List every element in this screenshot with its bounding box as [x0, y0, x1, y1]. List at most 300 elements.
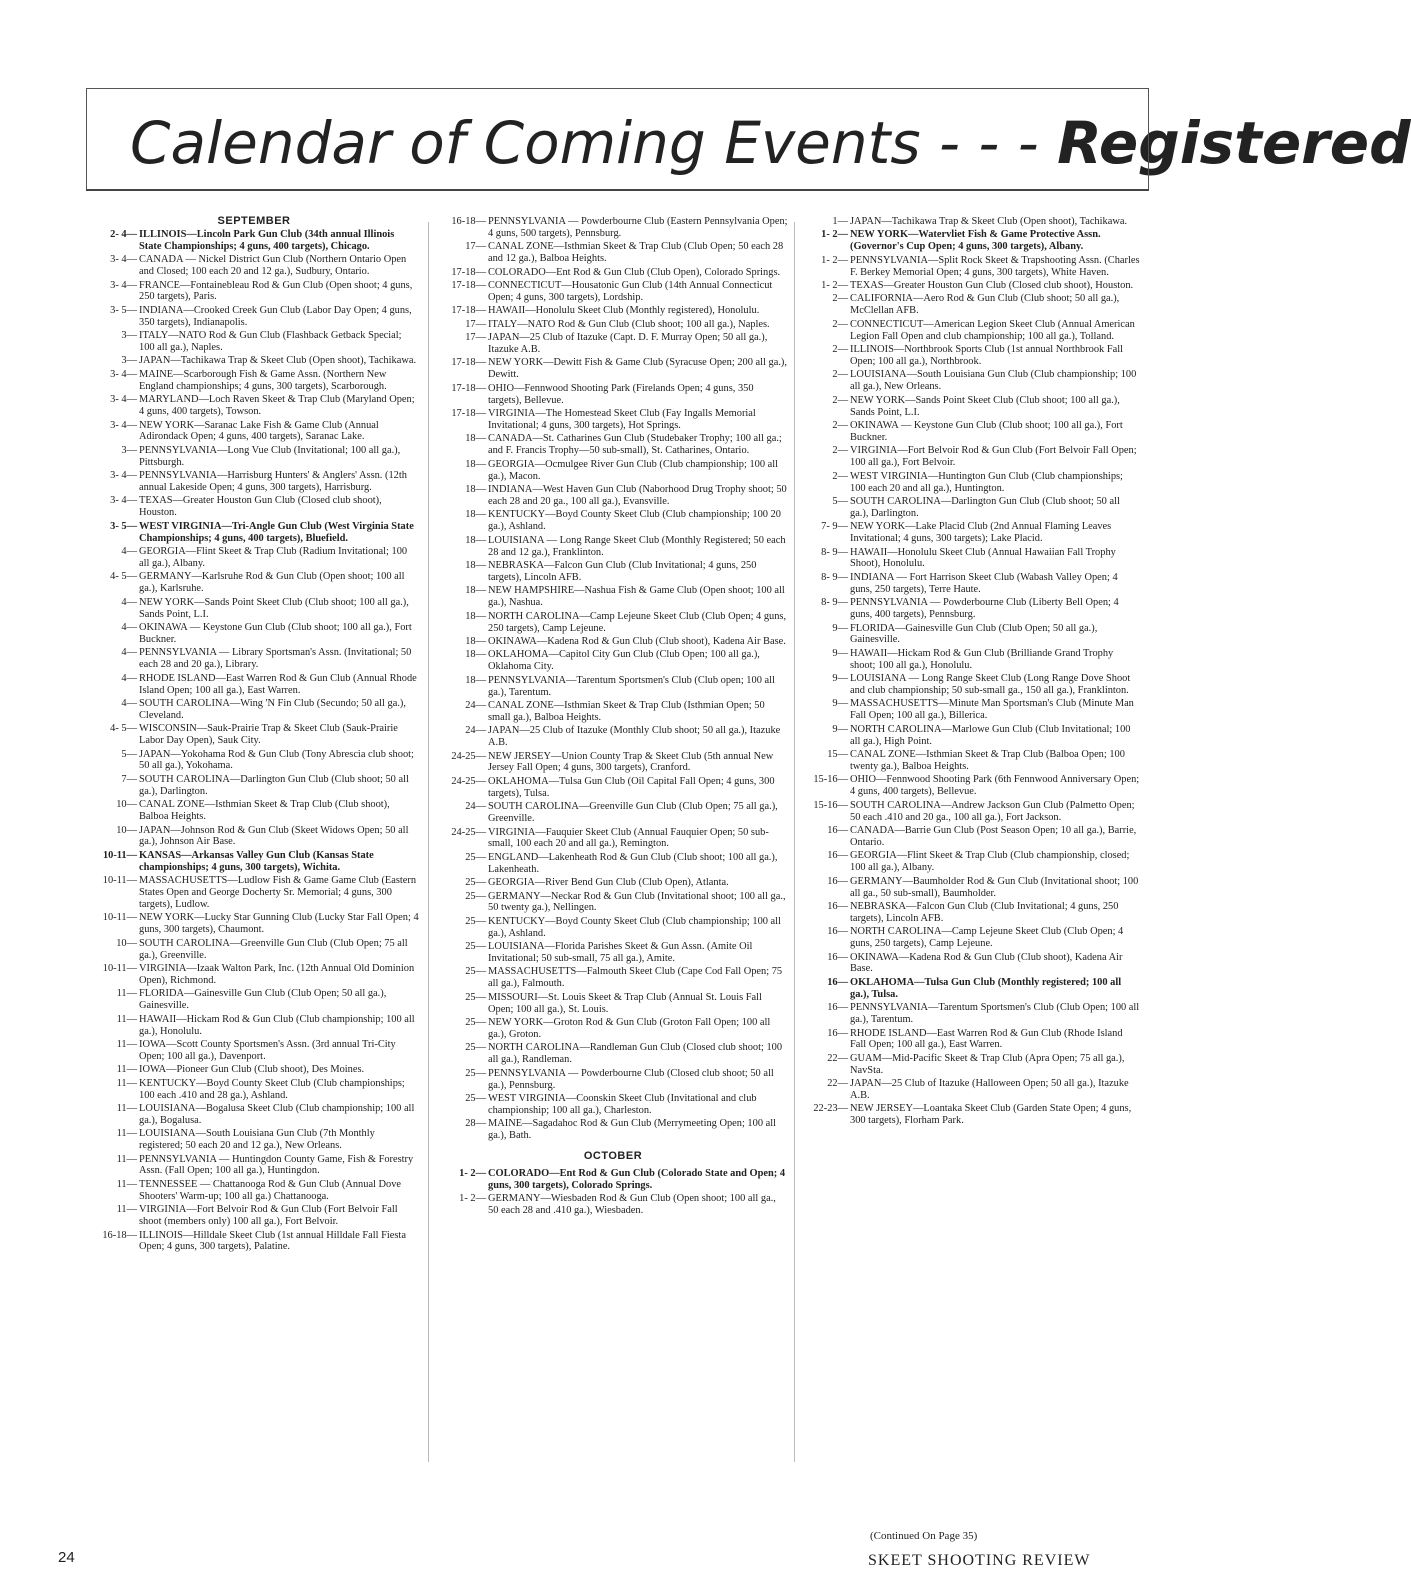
event-entry	[438, 305, 788, 317]
event-date: 3- 4—	[110, 419, 137, 431]
event-entry	[89, 571, 419, 595]
event-date: 25—	[465, 851, 486, 863]
event-entry	[438, 751, 788, 775]
event-entry	[800, 496, 1140, 520]
event-entry	[89, 546, 419, 570]
event-entry	[89, 1179, 419, 1203]
event-entry	[438, 966, 788, 990]
event-entry	[800, 774, 1140, 798]
event-entry	[438, 509, 788, 533]
event-entry	[89, 1154, 419, 1178]
event-text: NEW JERSEY—Union County Trap & Skeet Club (5th annual New Jersey Fall Open; 4 guns, 300 targets), Cranford.	[488, 750, 774, 774]
event-entry	[438, 941, 788, 965]
event-entry	[438, 611, 788, 635]
event-entry	[800, 471, 1140, 495]
event-date: 1- 2—	[821, 280, 848, 292]
event-text: PENNSYLVANIA — Powderbourne Club (Eastern Pennsylvania Open; 4 guns, 500 targets), Pennsburg.	[488, 216, 788, 239]
event-entry	[438, 484, 788, 508]
event-text: COLORADO—Ent Rod & Gun Club (Colorado State and Open; 4 guns, 300 targets), Colorado Springs.	[488, 1168, 786, 1191]
event-text: LOUISIANA—Florida Parishes Skeet & Gun Assn. (Amite Oil Invitational; 50 sub-small, 75 all ga.), Amite.	[488, 941, 753, 965]
event-date: 1—	[832, 216, 848, 227]
event-entry	[800, 319, 1140, 343]
event-date: 22—	[827, 1078, 848, 1090]
event-text: NORTH CAROLINA—Marlowe Gun Club (Club Invitational; 100 all ga.), High Point.	[850, 723, 1131, 747]
event-entry	[800, 547, 1140, 571]
event-text: ILLINOIS—Northbrook Sports Club (1st annual Northbrook Fall Open; 100 all ga.), Northbrook.	[850, 344, 1124, 367]
event-date: 18—	[465, 610, 486, 622]
event-entry	[438, 776, 788, 800]
event-entry	[89, 875, 419, 911]
event-entry	[800, 673, 1140, 697]
event-date: 1- 2—	[459, 1168, 486, 1180]
event-entry	[800, 1078, 1140, 1102]
event-text: IOWA—Pioneer Gun Club (Club shoot), Des Moines.	[139, 1064, 365, 1076]
event-entry	[438, 357, 788, 381]
event-text: CONNECTICUT—Housatonic Gun Club (14th Annual Connecticut Open; 4 guns, 300 targets), Lordship.	[488, 280, 773, 303]
event-text: SOUTH CAROLINA—Greenville Gun Club (Club Open; 75 all ga.), Greenville.	[139, 937, 408, 961]
events-column-1	[89, 216, 419, 1255]
event-entry	[438, 433, 788, 457]
event-entry	[438, 801, 788, 825]
event-date: 10-11—	[102, 912, 137, 924]
event-text: OHIO—Fennwood Shooting Park (Firelands Open; 4 guns, 350 targets), Bellevue.	[488, 382, 754, 406]
event-entry	[800, 724, 1140, 748]
event-date: 1- 2—	[821, 254, 848, 266]
event-date: 4—	[121, 647, 137, 659]
event-text: JAPAN—Tachikawa Trap & Skeet Club (Open shoot), Tachikawa.	[139, 355, 417, 367]
event-text: LOUISIANA — Long Range Skeet Club (Long Range Dove Shoot and club championship; 50 sub-small ga., 150 all ga.), Franklinton.	[850, 673, 1131, 697]
event-text: TEXAS—Greater Houston Gun Club (Closed club shoot), Houston.	[850, 280, 1134, 292]
event-text: SOUTH CAROLINA—Darlington Gun Club (Club shoot; 50 all ga.), Darlington.	[139, 773, 409, 797]
event-entry	[89, 698, 419, 722]
event-text: SOUTH CAROLINA—Andrew Jackson Gun Club (Palmetto Open; 50 each .410 and 20 ga., 100 all ga.), Fort Jackson.	[850, 799, 1135, 823]
event-text: PENNSYLVANIA — Library Sportsman's Assn. (Invitational; 50 each 28 and 20 ga.), Library.	[139, 647, 412, 671]
event-text: PENNSYLVANIA — Powderbourne Club (Closed club shoot; 50 all ga.), Pennsburg.	[488, 1067, 774, 1091]
event-text: JAPAN—25 Club of Itazuke (Halloween Open; 50 all ga.), Itazuke A.B.	[850, 1078, 1129, 1102]
event-text: GEORGIA—Flint Skeet & Trap Club (Club championship, closed; 100 all ga.), Albany.	[850, 850, 1130, 874]
event-text: CANADA — Nickel District Gun Club (Northern Ontario Open and Closed; 100 each 20 and 12 ga.), Sudbury, Ontario.	[139, 254, 407, 278]
event-entry	[89, 254, 419, 278]
event-date: 16-18—	[451, 216, 486, 227]
event-entry	[800, 521, 1140, 545]
event-date: 7—	[121, 773, 137, 785]
event-text: OKINAWA—Kadena Rod & Gun Club (Club shoot), Kadena Air Base.	[850, 951, 1123, 975]
event-entry	[800, 952, 1140, 976]
event-entry	[438, 636, 788, 648]
event-text: VIRGINIA—Fort Belvoir Rod & Gun Club (Fort Belvoir Fall Open; 100 all ga.), Fort Belvoir.	[850, 445, 1137, 469]
event-text: NEW YORK—Lucky Star Gunning Club (Lucky Star Fall Open; 4 guns, 300 targets), Chaumont.	[139, 912, 419, 936]
event-date: 25—	[465, 991, 486, 1003]
event-text: ENGLAND—Lakenheath Rod & Gun Club (Club shoot; 100 all ga.), Lakenheath.	[488, 851, 778, 875]
event-text: PENNSYLVANIA — Powderbourne Club (Liberty Bell Open; 4 guns, 400 targets), Pennsburg.	[850, 597, 1119, 621]
event-date: 2—	[832, 293, 848, 305]
event-text: JAPAN—Tachikawa Trap & Skeet Club (Open shoot), Tachikawa.	[850, 216, 1128, 227]
event-text: NEBRASKA—Falcon Gun Club (Club Invitational; 4 guns, 250 targets), Lincoln AFB.	[850, 900, 1119, 924]
event-date: 4- 5—	[110, 571, 137, 583]
event-date: 18—	[465, 484, 486, 496]
event-text: KENTUCKY—Boyd County Skeet Club (Club championships; 100 each .410 and 28 ga.), Ashland.	[139, 1077, 405, 1101]
event-text: NEW YORK—Sands Point Skeet Club (Club shoot; 100 all ga.), Sands Point, L.I.	[139, 596, 409, 620]
event-date: 9—	[832, 622, 848, 634]
event-text: INDIANA — Fort Harrison Skeet Club (Wabash Valley Open; 4 guns, 250 targets), Terre Haute.	[850, 571, 1118, 595]
event-text: CANAL ZONE—Isthmian Skeet & Trap Club (Isthmian Open; 50 small ga.), Balboa Heights.	[488, 699, 765, 723]
event-text: ILLINOIS—Lincoln Park Gun Club (34th annual Illinois State Championships; 4 guns, 400 targets), Chicago.	[139, 228, 395, 252]
event-date: 9—	[832, 673, 848, 685]
event-text: MAINE—Scarborough Fish & Game Assn. (Northern New England championships; 4 guns, 300 targets), Scarborough.	[139, 368, 387, 392]
page-header	[86, 88, 1411, 191]
event-date: 17-18—	[451, 266, 486, 278]
event-entry	[89, 445, 419, 469]
event-date: 4—	[121, 672, 137, 684]
event-text: OKLAHOMA—Tulsa Gun Club (Monthly registered; 100 all ga.), Tulsa.	[850, 976, 1122, 1000]
event-text: VIRGINIA—Izaak Walton Park, Inc. (12th Annual Old Dominion Open), Richmond.	[139, 962, 415, 986]
event-text: CANAL ZONE—Isthmian Skeet & Trap Club (Club Open; 50 each 28 and 12 ga.), Balboa Heights.	[488, 241, 784, 265]
event-text: NEW YORK—Sands Point Skeet Club (Club shoot; 100 all ga.), Sands Point, L.I.	[850, 394, 1120, 418]
event-entry	[438, 891, 788, 915]
event-text: NEW YORK—Saranac Lake Fish & Game Club (Annual Adirondack Open; 4 guns, 400 targets), Saranac Lake.	[139, 419, 379, 443]
event-text: NORTH CAROLINA—Camp Lejeune Skeet Club (Club Open; 4 guns, 250 targets), Camp Lejeune.	[488, 610, 787, 634]
event-text: ILLINOIS—Hilldale Skeet Club (1st annual Hilldale Fall Fiesta Open; 4 guns, 300 targets), Palatine.	[139, 1229, 406, 1253]
event-entry	[800, 698, 1140, 722]
event-entry	[89, 470, 419, 494]
event-entry	[89, 1128, 419, 1152]
event-entry	[89, 1014, 419, 1038]
event-date: 2—	[832, 369, 848, 381]
event-date: 16—	[827, 825, 848, 836]
event-entry	[438, 992, 788, 1016]
event-date: 16—	[827, 951, 848, 963]
event-entry	[89, 305, 419, 329]
event-text: OKLAHOMA—Tulsa Gun Club (Oil Capital Fall Open; 4 guns, 300 targets), Tulsa.	[488, 775, 775, 799]
event-entry	[89, 369, 419, 393]
event-text: GERMANY—Baumholder Rod & Gun Club (Invitational shoot; 100 all ga., 50 sub-small), Baumholder.	[850, 875, 1139, 899]
event-date: 8- 9—	[821, 597, 848, 609]
event-text: PENNSYLVANIA—Harrisburg Hunters' & Anglers' Assn. (12th annual Lakeside Open; 4 guns, 300 targets), Harrisburg.	[139, 470, 407, 494]
event-date: 2- 4—	[110, 228, 137, 240]
event-text: JAPAN—Johnson Rod & Gun Club (Skeet Widows Open; 50 all ga.), Johnson Air Base.	[139, 824, 409, 848]
event-text: SOUTH CAROLINA—Wing 'N Fin Club (Secundo; 50 all ga.), Cleveland.	[139, 697, 406, 721]
event-entry	[438, 700, 788, 724]
event-entry	[800, 901, 1140, 925]
event-date: 2—	[832, 318, 848, 330]
event-entry	[89, 1204, 419, 1228]
event-entry	[800, 216, 1140, 228]
event-date: 24—	[465, 725, 486, 737]
event-date: 4—	[121, 697, 137, 709]
event-date: 9—	[832, 723, 848, 735]
event-text: HAWAII—Honolulu Skeet Club (Annual Hawaiian Fall Trophy Shoot), Honolulu.	[850, 546, 1116, 570]
event-text: PENNSYLVANIA — Huntingdon County Game, Fish & Forestry Assn. (Fall Open; 100 all ga.), Huntingdon.	[139, 1153, 414, 1177]
event-text: MAINE—Sagadahoc Rod & Gun Club (Merrymeeting Open; 100 all ga.), Bath.	[488, 1118, 777, 1142]
event-text: COLORADO—Ent Rod & Gun Club (Club Open), Colorado Springs.	[488, 266, 781, 278]
event-entry	[438, 319, 788, 331]
column-divider	[794, 222, 795, 1462]
event-entry	[438, 725, 788, 749]
event-entry	[89, 988, 419, 1012]
event-text: GEORGIA—Flint Skeet & Trap Club (Radium Invitational; 100 all ga.), Albany.	[139, 546, 408, 569]
page-number: 24	[58, 1549, 75, 1566]
event-entry	[89, 280, 419, 304]
event-text: KANSAS—Arkansas Valley Gun Club (Kansas State championships; 4 guns, 300 targets), Wichita.	[139, 849, 374, 873]
event-entry	[89, 723, 419, 747]
event-date: 11—	[116, 1038, 137, 1050]
event-date: 11—	[116, 1013, 137, 1025]
event-entry	[438, 332, 788, 356]
event-entry	[800, 255, 1140, 279]
event-entry	[800, 800, 1140, 824]
event-date: 24-25—	[451, 750, 486, 762]
event-text: ITALY—NATO Rod & Gun Club (Club shoot; 100 all ga.), Naples.	[488, 318, 770, 330]
event-date: 16—	[827, 850, 848, 862]
event-date: 17—	[465, 332, 486, 344]
event-date: 11—	[116, 988, 137, 1000]
event-date: 16—	[827, 900, 848, 912]
event-text: HAWAII—Hickam Rod & Gun Club (Club championship; 100 all ga.), Honolulu.	[139, 1013, 415, 1037]
event-date: 15—	[827, 749, 848, 761]
event-entry	[800, 1002, 1140, 1026]
event-text: TENNESSEE — Chattanooga Rod & Gun Club (Annual Dove Shooters' Warm-up; 100 all ga.) Chattanooga.	[139, 1178, 402, 1202]
event-entry	[438, 1168, 788, 1192]
event-date: 24—	[465, 801, 486, 813]
event-date: 28—	[465, 1118, 486, 1130]
event-text: WEST VIRGINIA—Tri-Angle Gun Club (West Virginia State Championships; 4 guns, 400 targets), Bluefield.	[139, 520, 414, 544]
event-text: OKINAWA — Keystone Gun Club (Club shoot; 100 all ga.), Fort Buckner.	[139, 622, 412, 645]
event-text: NEW YORK—Dewitt Fish & Game Club (Syracuse Open; 200 all ga.), Dewitt.	[488, 357, 787, 381]
event-date: 11—	[116, 1102, 137, 1114]
event-entry	[89, 749, 419, 773]
event-date: 16-18—	[102, 1229, 137, 1241]
event-date: 11—	[116, 1178, 137, 1190]
page-title	[130, 109, 1411, 177]
event-entry	[438, 675, 788, 699]
event-text: GEORGIA—River Bend Gun Club (Club Open), Atlanta.	[488, 877, 729, 889]
event-text: VIRGINIA—Fauquier Skeet Club (Annual Fauquier Open; 50 sub-small, 100 each 20 and all ga.), Remington.	[488, 826, 769, 850]
event-date: 18—	[465, 534, 486, 546]
event-entry	[89, 825, 419, 849]
event-text: ITALY—NATO Rod & Gun Club (Flashback Getback Special; 100 all ga.), Naples.	[139, 330, 402, 354]
event-text: MARYLAND—Loch Raven Skeet & Trap Club (Maryland Open; 4 guns, 400 targets), Towson.	[139, 394, 415, 418]
event-date: 22—	[827, 1052, 848, 1064]
event-date: 15-16—	[813, 774, 848, 786]
event-date: 9—	[832, 647, 848, 659]
event-entry	[438, 916, 788, 940]
event-date: 18—	[465, 674, 486, 686]
event-date: 24-25—	[451, 775, 486, 787]
event-date: 9—	[832, 698, 848, 710]
event-date: 17-18—	[451, 408, 486, 420]
event-text: NEW YORK—Lake Placid Club (2nd Annual Flaming Leaves Invitational; 4 guns, 300 targets); Lake Placid.	[850, 521, 1112, 545]
event-date: 25—	[465, 1042, 486, 1054]
event-text: OHIO—Fennwood Shooting Park (6th Fennwood Anniversary Open; 4 guns, 400 targets), Bellevue.	[850, 774, 1140, 798]
event-entry	[800, 648, 1140, 672]
event-text: VIRGINIA—Fort Belvoir Rod & Gun Club (Fort Belvoir Fall shoot (members only) 100 all ga.), Fort Belvoir.	[139, 1204, 398, 1228]
event-date: 15-16—	[813, 799, 848, 811]
event-date: 3- 4—	[110, 470, 137, 482]
event-date: 2—	[832, 344, 848, 356]
event-date: 10-11—	[102, 875, 137, 887]
event-entry	[438, 560, 788, 584]
event-text: WEST VIRGINIA—Huntington Gun Club (Club championships; 100 each 20 and all ga.), Huntington.	[850, 470, 1123, 494]
event-entry	[800, 229, 1140, 253]
event-date: 16—	[827, 926, 848, 938]
event-entry	[89, 850, 419, 874]
event-date: 24—	[465, 699, 486, 711]
event-entry	[800, 445, 1140, 469]
event-text: MASSACHUSETTS—Falmouth Skeet Club (Cape Cod Fall Open; 75 all ga.), Falmouth.	[488, 966, 783, 990]
event-text: KENTUCKY—Boyd County Skeet Club (Club championship; 100 all ga.), Ashland.	[488, 915, 781, 939]
event-text: IOWA—Scott County Sportsmen's Assn. (3rd annual Tri-City Open; 100 all ga.), Davenport.	[139, 1038, 396, 1062]
event-text: PENNSYLVANIA—Tarentum Sportsmen's Club (Club open; 100 all ga.), Tarentum.	[488, 674, 775, 698]
event-date: 25—	[465, 941, 486, 953]
event-text: CONNECTICUT—American Legion Skeet Club (Annual American Legion Fall Open and club championship; 100 all ga.), Tolland.	[850, 318, 1135, 342]
event-entry	[89, 229, 419, 253]
event-date: 17—	[465, 318, 486, 330]
event-text: MASSACHUSETTS—Minute Man Sportsman's Club (Minute Man Fall Open; 100 all ga.), Billerica.	[850, 698, 1134, 722]
event-entry	[800, 572, 1140, 596]
event-text: OKLAHOMA—Capitol City Gun Club (Club Open; 100 all ga.), Oklahoma City.	[488, 649, 760, 673]
event-text: NORTH CAROLINA—Camp Lejeune Skeet Club (Club Open; 4 guns, 250 targets), Camp Lejeune.	[850, 926, 1124, 950]
event-date: 4—	[121, 622, 137, 633]
event-date: 3—	[121, 355, 137, 367]
events-column-3	[800, 216, 1140, 1129]
event-date: 18—	[465, 509, 486, 521]
event-date: 17-18—	[451, 305, 486, 317]
event-date: 2—	[832, 470, 848, 482]
event-entry	[89, 774, 419, 798]
event-date: 3- 4—	[110, 254, 137, 266]
event-entry	[89, 1039, 419, 1063]
event-text: JAPAN—Yokohama Rod & Gun Club (Tony Abrescia club shoot; 50 all ga.), Yokohama.	[139, 748, 414, 772]
event-text: CANADA—St. Catharines Gun Club (Studebaker Trophy; 100 all ga.; and F. Francis Trophy—50 sub-small), St. Catharines, Ontario.	[488, 433, 782, 457]
event-date: 5—	[832, 495, 848, 507]
event-entry	[89, 521, 419, 545]
event-entry	[89, 597, 419, 621]
event-text: KENTUCKY—Boyd County Skeet Club (Club championship; 100 20 ga.), Ashland.	[488, 509, 781, 533]
event-entry	[89, 1064, 419, 1076]
event-entry	[800, 825, 1140, 849]
event-entry	[800, 749, 1140, 773]
month-heading: SEPTEMBER	[217, 215, 291, 227]
event-date: 22-23—	[813, 1103, 848, 1115]
event-entry	[438, 877, 788, 889]
event-entry	[800, 344, 1140, 368]
event-entry	[800, 876, 1140, 900]
event-text: FRANCE—Fontainebleau Rod & Gun Club (Open shoot; 4 guns, 250 targets), Paris.	[139, 279, 413, 303]
event-date: 8- 9—	[821, 571, 848, 583]
event-entry	[800, 420, 1140, 444]
event-date: 17-18—	[451, 382, 486, 394]
magazine-name: SKEET SHOOTING REVIEW	[868, 1552, 1091, 1569]
event-date: 11—	[116, 1077, 137, 1089]
event-date: 18—	[465, 585, 486, 597]
event-text: PENNSYLVANIA—Split Rock Skeet & Trapshooting Assn. (Charles F. Berkey Memorial Open; 4 guns, 300 targets), White Haven.	[850, 254, 1140, 278]
event-entry	[800, 1053, 1140, 1077]
event-text: PENNSYLVANIA—Tarentum Sportsmen's Club (Club Open; 100 all ga.), Tarentum.	[850, 1002, 1140, 1026]
event-date: 3- 5—	[110, 520, 137, 532]
event-entry	[438, 585, 788, 609]
event-text: CALIFORNIA—Aero Rod & Gun Club (Club shoot; 50 all ga.), McClellan AFB.	[850, 293, 1120, 317]
event-text: INDIANA—Crooked Creek Gun Club (Labor Day Open; 4 guns, 350 targets), Indianapolis.	[139, 304, 412, 328]
event-entry	[89, 963, 419, 987]
event-date: 25—	[465, 966, 486, 978]
event-date: 18—	[465, 635, 486, 647]
event-entry	[438, 408, 788, 432]
event-entry	[438, 267, 788, 279]
event-entry	[800, 280, 1140, 292]
event-text: NEW JERSEY—Loantaka Skeet Club (Garden State Open; 4 guns, 300 targets), Florham Park.	[850, 1103, 1132, 1127]
event-date: 16—	[827, 1027, 848, 1039]
event-date: 11—	[116, 1128, 137, 1140]
event-entry	[89, 355, 419, 367]
event-text: NORTH CAROLINA—Randleman Gun Club (Closed club shoot; 100 all ga.), Randleman.	[488, 1042, 783, 1066]
event-date: 3- 5—	[110, 304, 137, 316]
event-text: WISCONSIN—Sauk-Prairie Trap & Skeet Club (Sauk-Prairie Labor Day Open), Sauk City.	[139, 723, 398, 747]
event-date: 18—	[465, 559, 486, 571]
event-entry	[800, 597, 1140, 621]
event-entry	[89, 495, 419, 519]
event-entry	[800, 977, 1140, 1001]
event-date: 18—	[465, 458, 486, 470]
event-text: OKINAWA — Keystone Gun Club (Club shoot; 100 all ga.), Fort Buckner.	[850, 420, 1123, 443]
event-entry	[89, 394, 419, 418]
event-date: 7- 9—	[821, 521, 848, 533]
event-date: 1- 2—	[821, 229, 848, 241]
event-date: 4—	[121, 546, 137, 558]
event-text: WEST VIRGINIA—Coonskin Skeet Club (Invitational and club championship; 100 all ga.), Charleston.	[488, 1093, 757, 1116]
event-date: 5—	[121, 748, 137, 760]
event-text: GERMANY—Wiesbaden Rod & Gun Club (Open shoot; 100 all ga., 50 each 28 and .410 ga.), Wiesbaden.	[488, 1193, 776, 1217]
event-entry	[438, 649, 788, 673]
event-entry	[89, 622, 419, 646]
event-date: 11—	[116, 1064, 137, 1076]
event-entry	[438, 827, 788, 851]
event-date: 25—	[465, 915, 486, 927]
event-entry	[438, 383, 788, 407]
event-text: MISSOURI—St. Louis Skeet & Trap Club (Annual St. Louis Fall Open; 100 all ga.), St. Louis.	[488, 991, 762, 1015]
event-text: SOUTH CAROLINA—Darlington Gun Club (Club shoot; 50 all ga.), Darlington.	[850, 495, 1120, 519]
event-entry	[89, 420, 419, 444]
event-entry	[438, 1017, 788, 1041]
event-date: 10—	[116, 937, 137, 949]
event-date: 2—	[832, 445, 848, 457]
event-date: 16—	[827, 1002, 848, 1014]
event-text: PENNSYLVANIA—Long Vue Club (Invitational; 100 all ga.), Pittsburgh.	[139, 444, 401, 468]
event-text: RHODE ISLAND—East Warren Rod & Gun Club (Annual Rhode Island Open; 100 all ga.), East Warren.	[139, 672, 417, 696]
event-date: 25—	[465, 1067, 486, 1079]
event-entry	[800, 1028, 1140, 1052]
event-text: GERMANY—Karlsruhe Rod & Gun Club (Open shoot; 100 all ga.), Karlsruhe.	[139, 571, 405, 595]
event-entry	[89, 330, 419, 354]
event-text: RHODE ISLAND—East Warren Rod & Gun Club (Rhode Island Fall Open; 100 all ga.), East Warren.	[850, 1027, 1123, 1051]
event-text: TEXAS—Greater Houston Gun Club (Closed club shoot), Houston.	[139, 495, 382, 519]
event-text: NEW YORK—Watervliet Fish & Game Protective Assn. (Governor's Cup Open; 4 guns, 300 targets), Albany.	[850, 229, 1101, 253]
title-main: Calendar of Coming Events - - -	[130, 109, 1058, 177]
event-date: 11—	[116, 1204, 137, 1216]
event-date: 11—	[116, 1153, 137, 1165]
event-entry	[800, 369, 1140, 393]
event-text: CANAL ZONE—Isthmian Skeet & Trap Club (Club shoot), Balboa Heights.	[139, 799, 390, 823]
events-column-2	[438, 216, 788, 1219]
event-text: OKINAWA—Kadena Rod & Gun Club (Club shoot), Kadena Air Base.	[488, 635, 786, 647]
event-text: NEW YORK—Groton Rod & Gun Club (Groton Fall Open; 100 all ga.), Groton.	[488, 1017, 771, 1040]
event-text: LOUISIANA—South Louisiana Gun Club (Club championship; 100 all ga.), New Orleans.	[850, 369, 1137, 393]
event-text: LOUISIANA — Long Range Skeet Club (Monthly Registered; 50 each 28 and 12 ga.), Franklinton.	[488, 534, 786, 558]
event-date: 4—	[121, 596, 137, 608]
event-entry	[438, 459, 788, 483]
event-date: 16—	[827, 875, 848, 887]
event-text: GUAM—Mid-Pacific Skeet & Trap Club (Apra Open; 75 all ga.), NavSta.	[850, 1052, 1125, 1076]
event-entry	[438, 1193, 788, 1217]
